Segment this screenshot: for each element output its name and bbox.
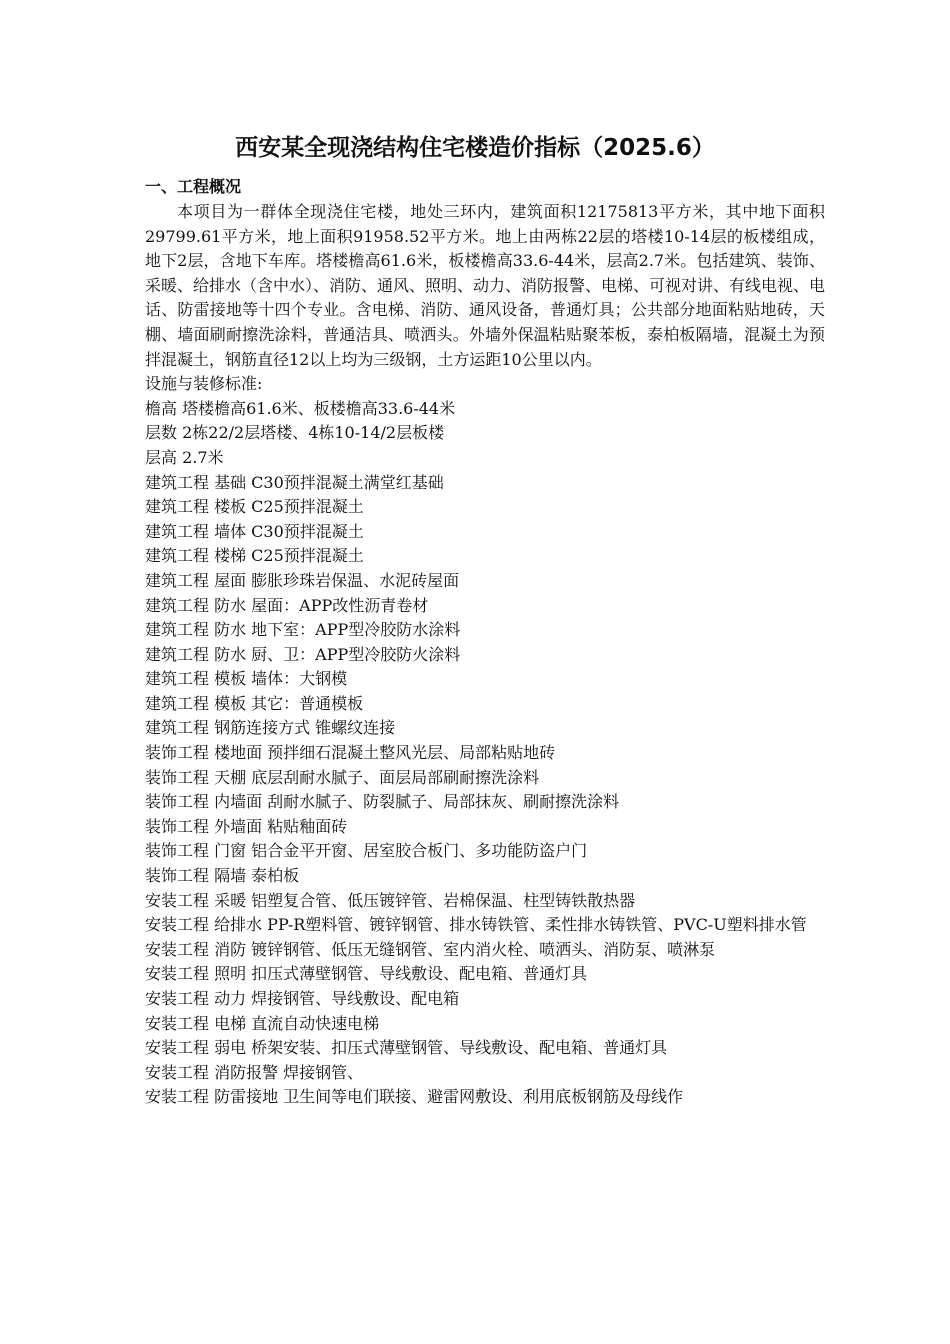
standard-line: 建筑工程 防水 地下室：APP型冷胶防水涂料 bbox=[145, 620, 461, 640]
standard-line: 建筑工程 楼板 C25预拌混凝土 bbox=[145, 497, 364, 517]
standard-line: 安装工程 电梯 直流自动快速电梯 bbox=[145, 1013, 380, 1033]
standard-line: 建筑工程 墙体 C30预拌混凝土 bbox=[145, 521, 364, 541]
standard-line: 装饰工程 内墙面 刮耐水腻子、防裂腻子、局部抹灰、刷耐擦洗涂料 bbox=[145, 792, 620, 812]
standard-line: 安装工程 消防 镀锌钢管、低压无缝钢管、室内消火栓、喷洒头、消防泵、喷淋泵 bbox=[145, 939, 716, 959]
standard-line: 安装工程 消防报警 焊接钢管、 bbox=[145, 1062, 364, 1082]
standard-line: 建筑工程 防水 屋面：APP改性沥青卷材 bbox=[145, 595, 429, 615]
standard-line: 建筑工程 钢筋连接方式 锥螺纹连接 bbox=[145, 718, 396, 738]
standard-line: 装饰工程 门窗 铝合金平开窗、居室胶合板门、多功能防盗户门 bbox=[145, 841, 588, 861]
standard-line: 装饰工程 隔墙 泰柏板 bbox=[145, 866, 300, 886]
standard-line: 装饰工程 外墙面 粘贴釉面砖 bbox=[145, 816, 348, 836]
standard-line: 建筑工程 模板 其它：普通模板 bbox=[145, 693, 364, 713]
standard-line: 安装工程 动力 焊接钢管、导线敷设、配电箱 bbox=[145, 989, 460, 1008]
document-body bbox=[145, 174, 825, 1110]
standard-line: 建筑工程 屋面 膨胀珍珠岩保温、水泥砖屋面 bbox=[145, 570, 460, 590]
standard-line: 安装工程 给排水 PP-R塑料管、镀锌钢管、排水铸铁管、柔性排水铸铁管、PVC-U塑料排水管 bbox=[145, 915, 807, 935]
standard-line: 装饰工程 楼地面 预拌细石混凝土整风光层、局部粘贴地砖 bbox=[145, 743, 556, 763]
standard-line: 安装工程 照明 扣压式薄壁钢管、导线敷设、配电箱、普通灯具 bbox=[145, 964, 588, 984]
standards-label: 设施与装修标准: bbox=[145, 374, 263, 394]
standard-line: 建筑工程 模板 墙体：大钢模 bbox=[145, 669, 348, 689]
standard-line: 建筑工程 楼梯 C25预拌混凝土 bbox=[145, 546, 364, 566]
standard-line: 安装工程 防雷接地 卫生间等电们联接、避雷网敷设、利用底板钢筋及母线作 bbox=[145, 1087, 684, 1107]
standard-line: 层高 2.7米 bbox=[145, 447, 224, 467]
standard-line: 装饰工程 天棚 底层刮耐水腻子、面层局部刷耐擦洗涂料 bbox=[145, 767, 540, 787]
standard-line: 建筑工程 基础 C30预拌混凝土满堂红基础 bbox=[145, 472, 444, 492]
standard-line: 建筑工程 防水 厨、卫：APP型冷胶防火涂料 bbox=[145, 644, 461, 664]
standard-line: 层数 2栋22/2层塔楼、4栋10-14/2层板楼 bbox=[145, 423, 445, 443]
standard-line: 檐高 塔楼檐高61.6米、板楼檐高33.6-44米 bbox=[145, 398, 456, 418]
overview-paragraph: 本项目为一群体全现浇住宅楼，地处三环内，建筑面积12175813平方米，其中地下面积29799.61平方米，地上面积91958.52平方米。地上由两栋22层的塔楼10-14层的板楼组成，地下2层，含地下车库。塔楼檐高61.6米，板楼檐高33.6-44米，层高2.7米。包括建筑、装饰、采暖、给排水（含中水）、消防、通风、照明、动力、消防报警、电梯、可视对讲、有线电视、电话、防雷接地等十四个专业。含电梯、消防、通风设备，普通灯具；公共部分地面粘贴地砖，天棚、墙面刷耐擦洗涂料，普通洁具、喷洒头。外墙外保温粘贴聚苯板，泰柏板隔墙，混凝土为预拌混凝土，钢筋直径12以上均为三级钢，土方运距10公里以内。 bbox=[145, 202, 826, 369]
document-title: 西安某全现浇结构住宅楼造价指标（2025.6） bbox=[235, 135, 715, 161]
standards-list bbox=[145, 397, 825, 1110]
section-heading-overview: 一、工程概况 bbox=[145, 177, 242, 196]
standard-line: 安装工程 弱电 桥架安装、扣压式薄壁钢管、导线敷设、配电箱、普通灯具 bbox=[145, 1038, 668, 1058]
standard-line: 安装工程 采暖 铝塑复合管、低压镀锌管、岩棉保温、柱型铸铁散热器 bbox=[145, 890, 636, 910]
